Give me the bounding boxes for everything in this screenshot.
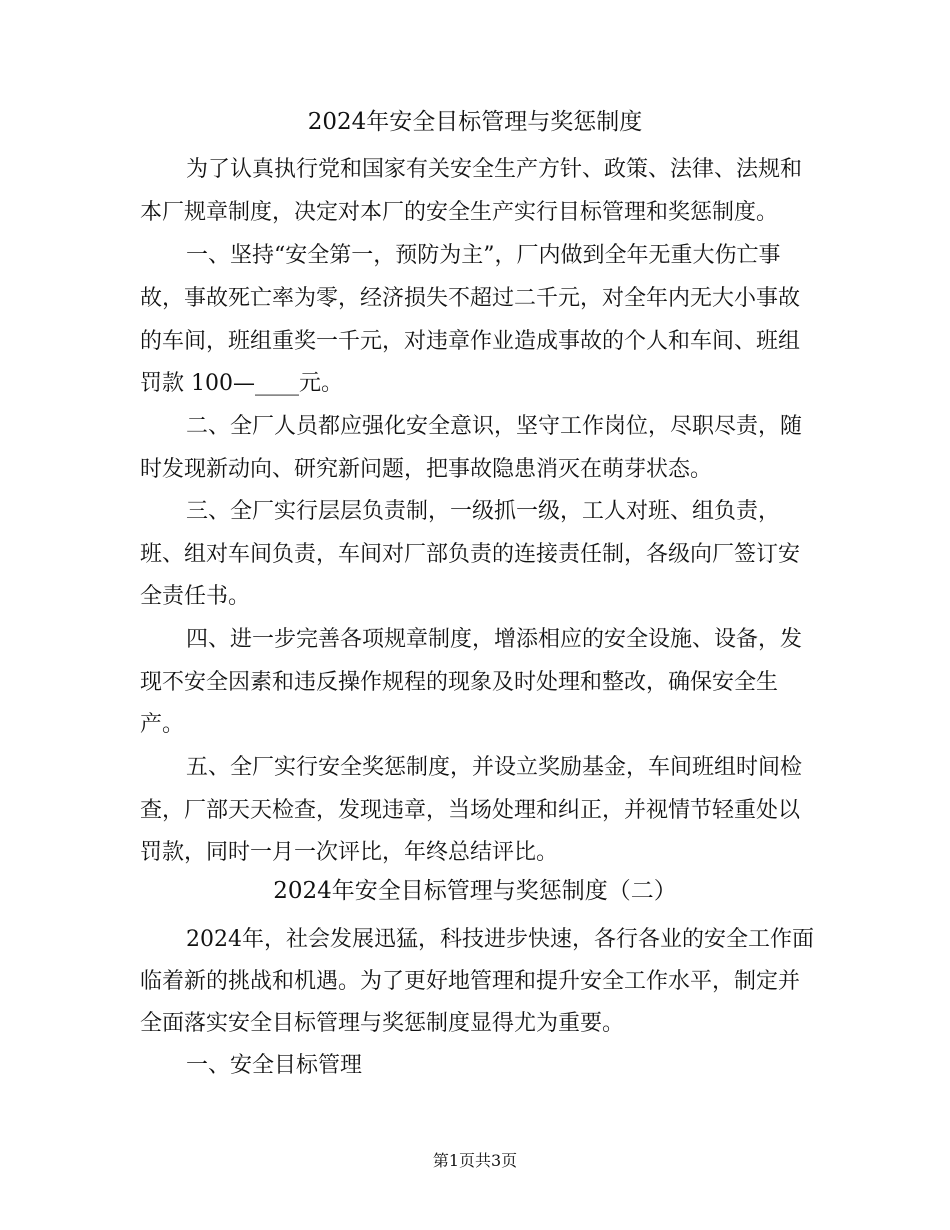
paragraph-line: 临着新的挑战和机遇。为了更好地管理和提升安全工作水平，制定并	[140, 969, 801, 994]
paragraph-line: 的车间，班组重奖一千元，对违章作业造成事故的个人和车间、班组	[140, 329, 801, 354]
section-title: 2024年安全目标管理与奖惩制度（二）	[273, 878, 677, 904]
paragraph-line: 为了认真执行党和国家有关安全生产方针、政策、法律、法规和	[186, 157, 803, 182]
paragraph-line: 本厂规章制度，决定对本厂的安全生产实行目标管理和奖惩制度。	[140, 200, 779, 225]
paragraph-line: 故，事故死亡率为零，经济损失不超过二千元，对全年内无大小事故	[140, 286, 801, 311]
page-footer: 第1页共3页	[432, 1151, 518, 1170]
document-title: 2024年安全目标管理与奖惩制度	[307, 109, 643, 135]
paragraph-line: 产。	[140, 712, 185, 737]
paragraph-line: 五、全厂实行安全奖惩制度，并设立奖励基金，车间班组时间检	[186, 755, 803, 780]
paragraph-line: 现不安全因素和违反操作规程的现象及时处理和整改，确保安全生	[140, 670, 779, 695]
paragraph-line: 查，厂部天天检查，发现违章，当场处理和纠正，并视情节轻重处以	[140, 798, 801, 823]
paragraph-line: 二、全厂人员都应强化安全意识，坚守工作岗位，尽职尽责，随	[186, 414, 803, 439]
paragraph-line: 全责任书。	[140, 584, 251, 609]
paragraph-line: 时发现新动向、研究新问题，把事故隐患消灭在萌芽状态。	[140, 457, 713, 482]
paragraph-line: 班、组对车间负责，车间对厂部负责的连接责任制，各级向厂签订安	[140, 542, 801, 567]
paragraph-line: 2024年，社会发展迅猛，科技进步快速，各行各业的安全工作面	[186, 927, 814, 952]
paragraph-line: 三、全厂实行层层负责制，一级抓一级，工人对班、组负责，	[186, 499, 781, 524]
section-heading: 一、安全目标管理	[186, 1053, 363, 1078]
paragraph-line: 全面落实安全目标管理与奖惩制度显得尤为重要。	[140, 1011, 625, 1036]
paragraph-line: 罚款 100—____元。	[140, 371, 343, 396]
paragraph-line: 四、进一步完善各项规章制度，增添相应的安全设施、设备，发	[186, 627, 803, 652]
paragraph-line: 一、坚持“安全第一，预防为主”，厂内做到全年无重大伤亡事	[186, 243, 781, 268]
paragraph-line: 罚款，同时一月一次评比，年终总结评比。	[140, 840, 559, 865]
